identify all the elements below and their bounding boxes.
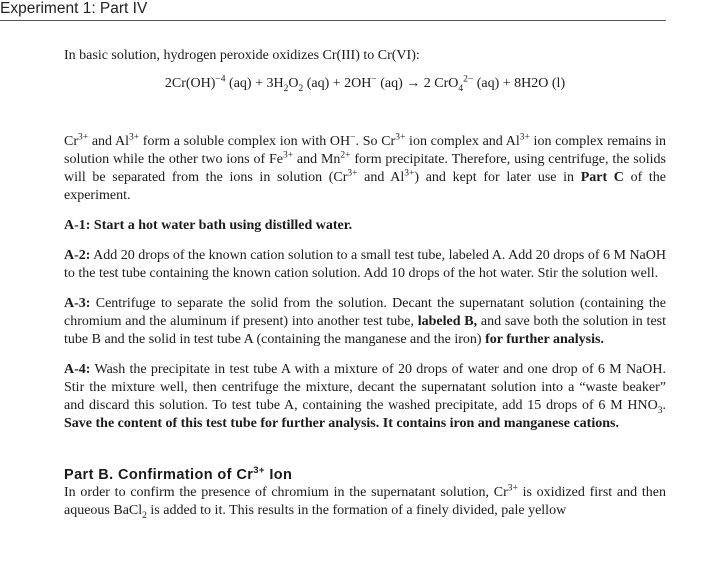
step-a1: A-1: Start a hot water bath using distilled water. [64, 218, 353, 233]
step-a3: A-3: Centrifuge to separate the solid from the solution. Decant the supernatant solution (containing the chromium and the aluminum if present) into another test tube, labeled B, and save both the solution in test tube B and the solid in test tube A (containing the manganese and the iron) for further analysis. [64, 296, 667, 347]
oxidation-equation: 2Cr(OH)$^{-4}$ $(aq) + 3H_2O_2$ (aq) + 2OH− (aq) → 2 CrO$_4^{2-}$ (aq) + 8H2O (l) [164, 74, 566, 94]
part-b-heading: Part B. Confirmation of $Cr^{3+}$ Ion [64, 465, 293, 483]
complex-ion-paragraph: $Cr^{3+}$ and $Al^{3+}$ form a soluble complex ion with OH−. So $Cr^{3+}$ ion complex and $Al^{3+}$ ion complex remains in solution while the other two ions of $Fe^{3+}$ and $Mn^{2+}$ form precipitate. Therefore, using centrifuge, the solids will be separated from the ions in solution ($Cr^{3+}$ and $Al^{3+}$) and kept for later use in Part C of the experiment. [64, 132, 666, 203]
intro-text: In basic solution, hydrogen peroxide oxidizes Cr(III) to Cr(VI): [64, 48, 420, 63]
page-title: Experiment 1: Part IV [0, 0, 148, 17]
page-header [0, 0, 666, 21]
part-b-paragraph: In order to confirm the presence of chromium in the supernatant solution, $Cr^{3+}$ is oxidized first and then aqueous BaCl$_2$ is added to it. This results in the formation of a finely divided, pale yellow [64, 483, 666, 521]
step-a4: A-4: Wash the precipitate in test tube A with a mixture of 20 drops of water and one drop of 6 M NaOH. Stir the mixture well, then centrifuge the mixture, decant the supernatant solution into a “waste beaker” and discard this solution. To test tube A, containing the washed precipitate, add 15 drops of 6 M $HNO_3$. Save the content of this test tube for further analysis. It contains iron and manganese cations. [64, 362, 666, 431]
document-body [64, 47, 666, 520]
step-a2: A-2: Add 20 drops of the known cation solution to a small test tube, labeled A. Add 20 drops of 6 M NaOH to the test tube containing the known cation solution. Add 10 drops of the hot water. Stir the solution well. [64, 248, 666, 281]
